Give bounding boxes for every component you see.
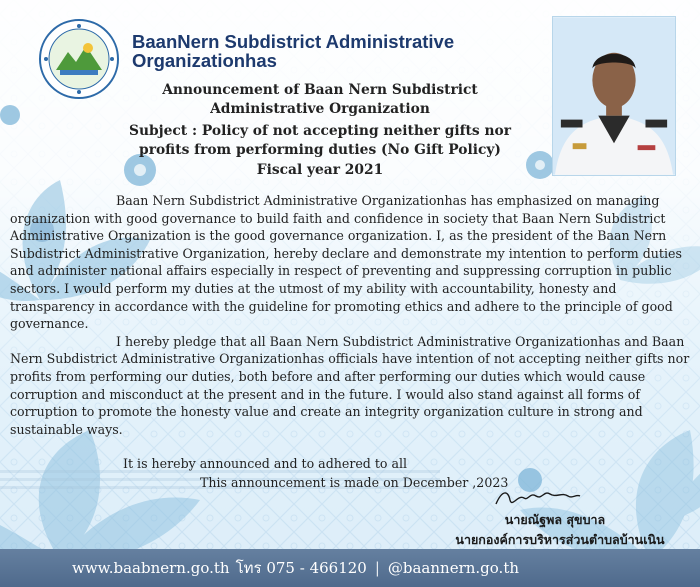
- website-link[interactable]: www.baabnern.go.th: [72, 559, 230, 577]
- org-title: BaanNern Subdistrict Administrative Organizationhas: [132, 31, 455, 71]
- announced-line: It is hereby announced and to adhered to all: [123, 456, 408, 471]
- body-paragraph-1: Baan Nern Subdistrict Administrative Organizationhas has emphasized on managing organization with good governance to build faith and confidence in society that Baan Nern Subdistrict Administrative Organization is the good governance organization. I, as the president of the Baan Nern Subdistrict Administrative Organization, hereby declare and demonstrate my intention to perform duties and administer national affairs especially in respect of preventing and suppressing corruption in public sectors. I would perform my duties at the utmost of my ability with accountability, honesty and transparency in accordance with the guideline for promoting ethics and adhere to the principle of good governance.: [10, 193, 682, 332]
- footer-bar: [0, 549, 700, 587]
- subject-line-2: profits from performing duties (No Gift Policy): [139, 142, 501, 158]
- signatory-position: นายกองค์การบริหารส่วนตำบลบ้านเนิน: [455, 532, 665, 547]
- announcement-body: [10, 192, 690, 438]
- social-handle[interactable]: @baannern.go.th: [387, 559, 520, 577]
- signatory-name: นายณัฐพล สุขบาล: [504, 512, 606, 527]
- body-paragraph-2: I hereby pledge that all Baan Nern Subdistrict Administrative Organizationhas and Baan Nern Subdistrict Administrative Organizationhas officials have intention of not accepting neither gifts nor profits from performing our duties, both before and after performing our duties which would cause corruption and misconduct at the present and in the future. I would also stand against all forms of corruption to promote the honesty value and create an integrity organization culture in strong and sustainable ways.: [10, 333, 690, 437]
- president-portrait: [552, 16, 676, 176]
- signature: [492, 484, 582, 510]
- footer-separator: |: [374, 559, 380, 577]
- phone-number: โทร 075 - 466120: [235, 559, 367, 577]
- announcement-title: Announcement of Baan Nern Subdistrict: [162, 82, 478, 98]
- fiscal-year: Fiscal year 2021: [256, 162, 384, 178]
- announcement-date: This announcement is made on December ,2023: [200, 475, 509, 490]
- subject-line: Subject : Policy of not accepting neither gifts nor: [129, 123, 511, 139]
- announcement-title-line2: Administrative Organization: [210, 101, 430, 117]
